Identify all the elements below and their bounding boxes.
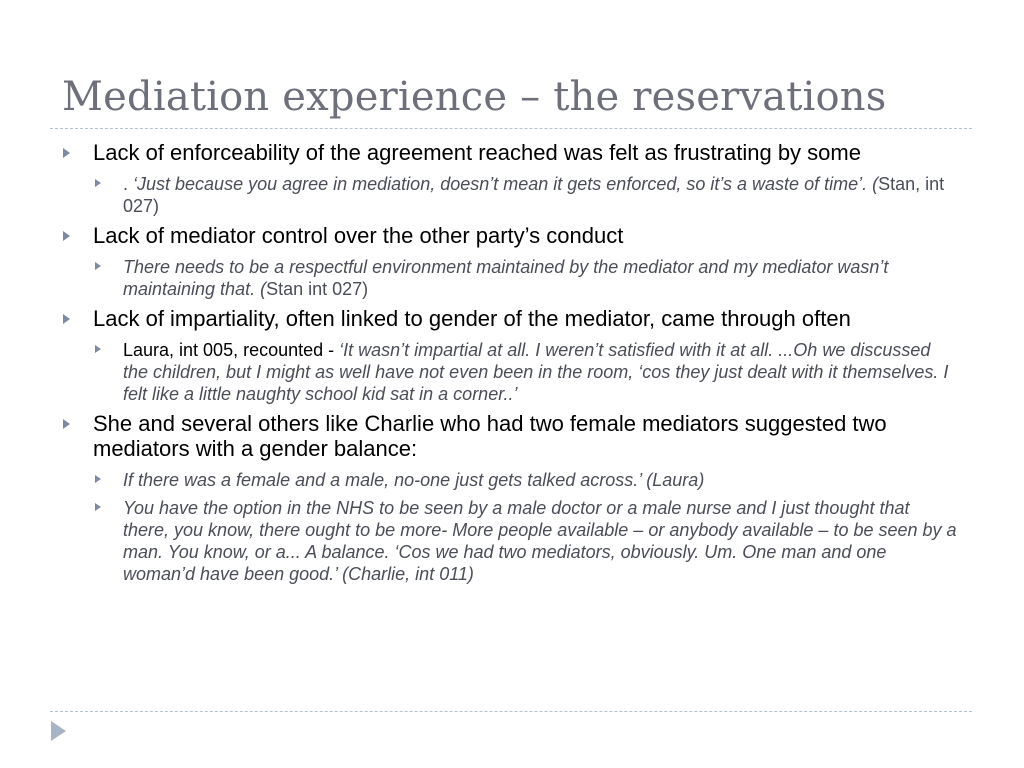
triangle-bullet-icon (95, 475, 101, 483)
bullet-item (58, 306, 958, 331)
bullet-text: Lack of mediator control over the other party’s conduct (93, 223, 624, 248)
play-triangle-icon[interactable] (51, 721, 66, 741)
sub-bullet-item (58, 339, 958, 405)
bullet-text: She and several others like Charlie who had two female mediators suggested two mediators with a gender balance: (93, 411, 887, 461)
sub-bullet-quote: ‘It wasn’t impartial at all. I weren’t satisfied with it at all. ...Oh we discussed the children, but I might as well have not even been in the room, ‘cos they just dealt with it themselves. I felt like a little naughty school kid sat in a corner..’ (123, 340, 949, 404)
triangle-bullet-icon (63, 419, 70, 429)
bullet-text: Lack of enforceability of the agreement reached was felt as frustrating by some (93, 140, 861, 165)
triangle-bullet-icon (63, 148, 70, 158)
title-divider (50, 128, 972, 129)
bullet-item (58, 411, 958, 461)
sub-bullet-citation: Stan int 027) (266, 279, 369, 299)
triangle-bullet-icon (95, 262, 101, 270)
footer-divider (50, 711, 972, 712)
bullet-item (58, 223, 958, 248)
sub-bullet-lead: Laura, int 005, recounted - (123, 340, 340, 360)
slide-title: Mediation experience – the reservations (62, 74, 887, 120)
sub-bullet-quote: There needs to be a respectful environment maintained by the mediator and my mediator wasn’t maintaining that. ( (123, 257, 889, 299)
sub-bullet-quote: You have the option in the NHS to be seen by a male doctor or a male nurse and I just thought that there, you know, there ought to be more- More people available – or anybody available – to be seen by a man. You know, or a... A balance. ‘Cos we had two mediators, obviously. Um. One man and one woman’d have been good.’ (Charlie, int 011) (123, 498, 957, 584)
sub-bullet-item (58, 173, 958, 217)
sub-bullet-citation: Stan, int 027) (123, 174, 945, 216)
sub-bullet-item (58, 497, 958, 585)
sub-bullet-quote: If there was a female and a male, no-one just gets talked across.’ (Laura) (123, 470, 705, 490)
triangle-bullet-icon (95, 503, 101, 511)
sub-bullet-prefix: . (123, 174, 134, 194)
triangle-bullet-icon (63, 314, 70, 324)
sub-bullet-item (58, 469, 958, 491)
triangle-bullet-icon (95, 179, 101, 187)
bullet-text: Lack of impartiality, often linked to gender of the mediator, came through often (93, 306, 851, 331)
sub-bullet-item (58, 256, 958, 300)
slide-content (58, 140, 958, 594)
triangle-bullet-icon (95, 345, 101, 353)
bullet-item (58, 140, 958, 165)
sub-bullet-quote: ‘Just because you agree in mediation, doesn’t mean it gets enforced, so it’s a waste of time’. ( (133, 174, 879, 194)
triangle-bullet-icon (63, 231, 70, 241)
